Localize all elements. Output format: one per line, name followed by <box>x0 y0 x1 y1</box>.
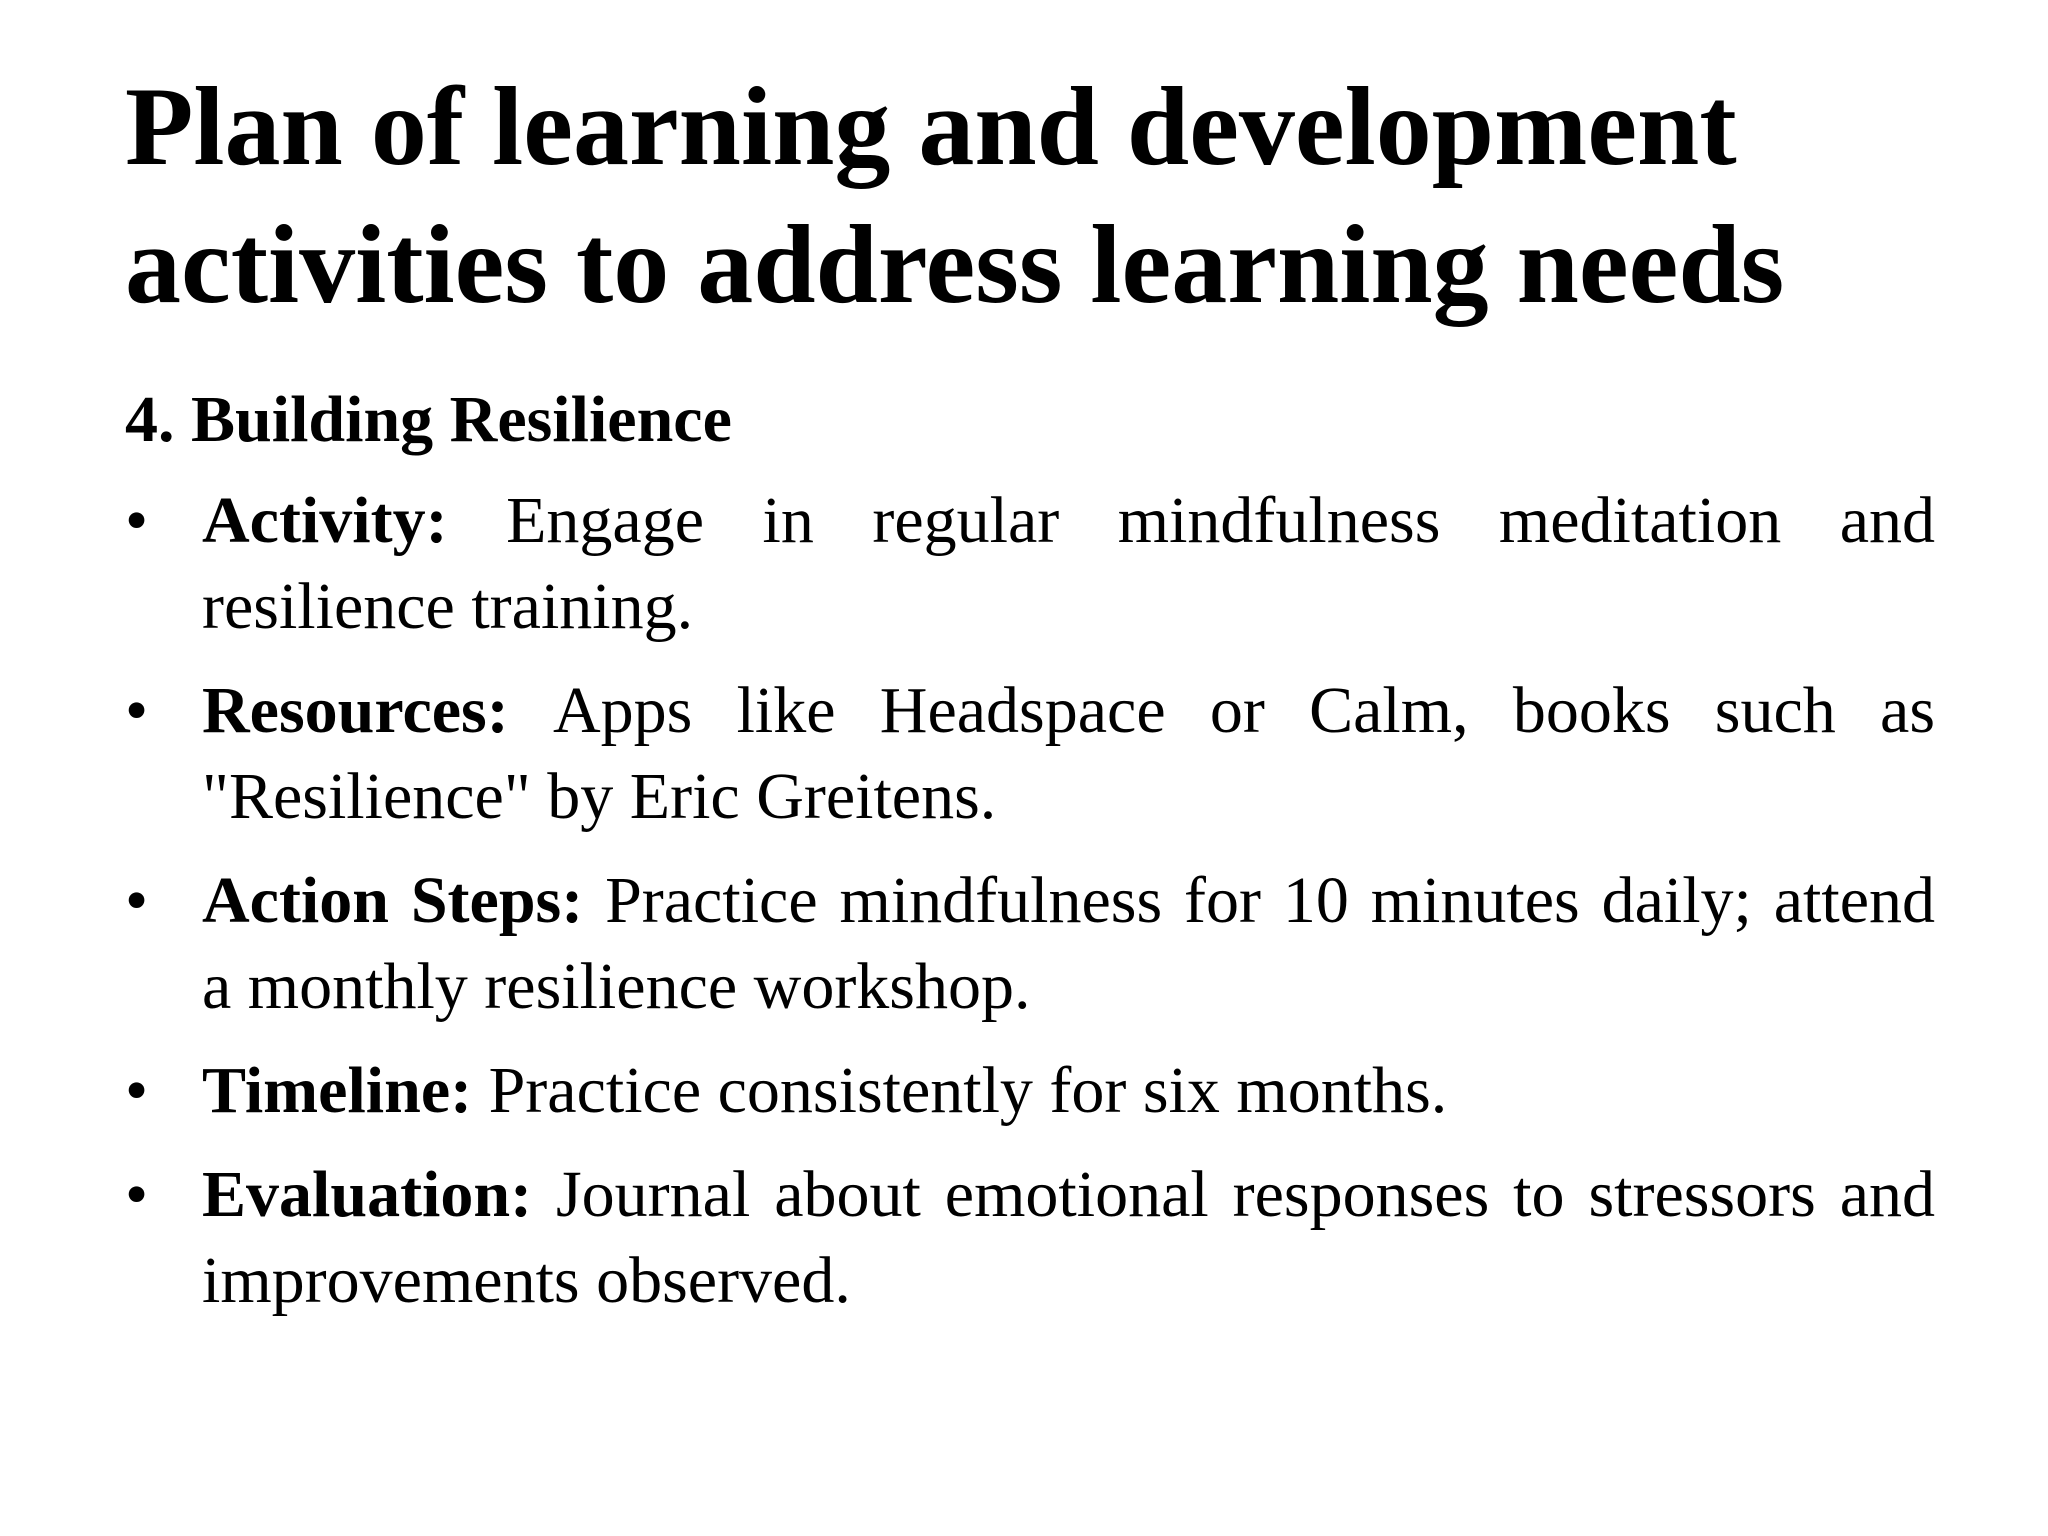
section-heading: 4. Building Resilience <box>125 383 732 456</box>
bullet-list <box>125 478 1935 1342</box>
item-text: Engage in regular mindfulness meditation and resilience training. <box>202 484 1935 643</box>
bullet-icon: • <box>125 1054 149 1127</box>
list-item-evaluation <box>125 1152 1935 1324</box>
bullet-icon: • <box>125 1158 149 1231</box>
bullet-icon: • <box>125 484 149 557</box>
bullet-icon: • <box>125 674 149 747</box>
item-label: Action Steps: <box>202 864 606 937</box>
item-label: Resources: <box>202 674 553 747</box>
item-text: Practice consistently for six months. <box>488 1054 1448 1127</box>
item-text: Journal about emotional responses to stressors and improvements observed. <box>202 1158 1935 1317</box>
item-text: Practice mindfulness for 10 minutes daily; attend a monthly resilience workshop. <box>202 864 1936 1023</box>
list-item-action-steps <box>125 858 1935 1030</box>
list-item-resources <box>125 668 1935 840</box>
item-label: Evaluation: <box>202 1158 556 1231</box>
item-label: Activity: <box>202 484 507 557</box>
list-item-activity <box>125 478 1935 650</box>
bullet-icon: • <box>125 864 149 937</box>
item-text: Apps like Headspace or Calm, books such as "Resilience" by Eric Greitens. <box>202 674 1936 833</box>
slide-title: Plan of learning and development activities to address learning needs <box>125 65 1785 327</box>
list-item-timeline <box>125 1048 1935 1134</box>
item-label: Timeline: <box>202 1054 489 1127</box>
